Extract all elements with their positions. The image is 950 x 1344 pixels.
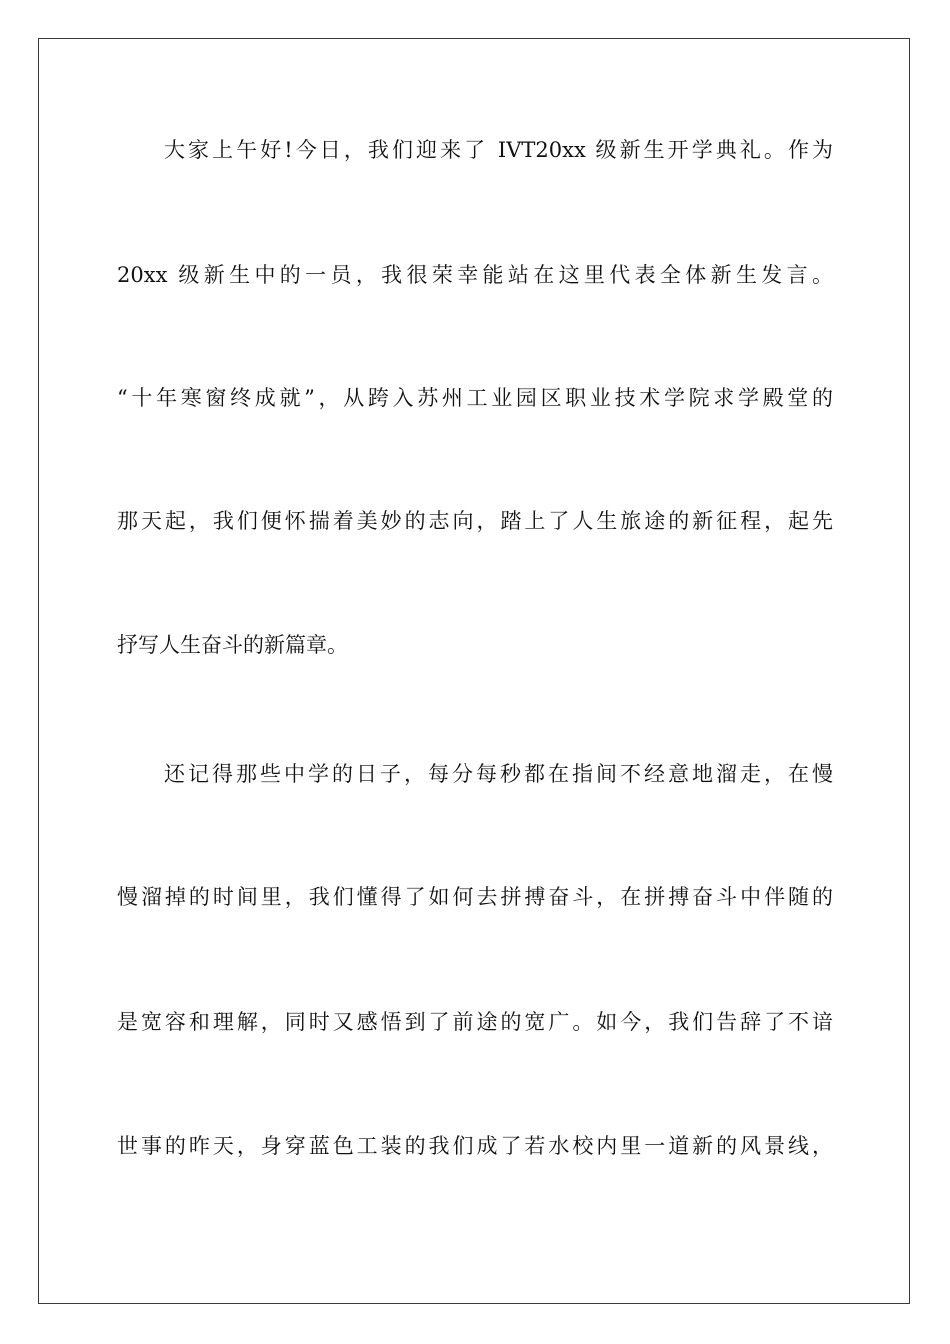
paragraph-1-line-3: “十年寒窗终成就”，从跨入苏州工业园区职业技术学院求学殿堂的 [117, 386, 833, 410]
paragraph-1-line-2: 20xx 级新生中的一员，我很荣幸能站在这里代表全体新生发言。 [117, 263, 833, 287]
paragraph-2-line-2: 慢溜掉的时间里，我们懂得了如何去拼搏奋斗，在拼搏奋斗中伴随的 [117, 885, 833, 909]
paragraph-2-line-3: 是宽容和理解，同时又感悟到了前途的宽广。如今，我们告辞了不谙 [117, 1010, 833, 1034]
page-frame [38, 38, 910, 1304]
paragraph-1-line-1: 大家上午好!今日，我们迎来了 IVT20xx 级新生开学典礼。作为 [164, 138, 833, 162]
paragraph-2-line-4: 世事的昨天，身穿蓝色工装的我们成了若水校内里一道新的风景线， [117, 1134, 833, 1158]
paragraph-2-line-1: 还记得那些中学的日子，每分每秒都在指间不经意地溜走，在慢 [164, 762, 833, 786]
paragraph-1-line-4: 那天起，我们便怀揣着美妙的志向，踏上了人生旅途的新征程，起先 [117, 509, 833, 533]
paragraph-1-line-5: 抒写人生奋斗的新篇章。 [117, 633, 348, 657]
